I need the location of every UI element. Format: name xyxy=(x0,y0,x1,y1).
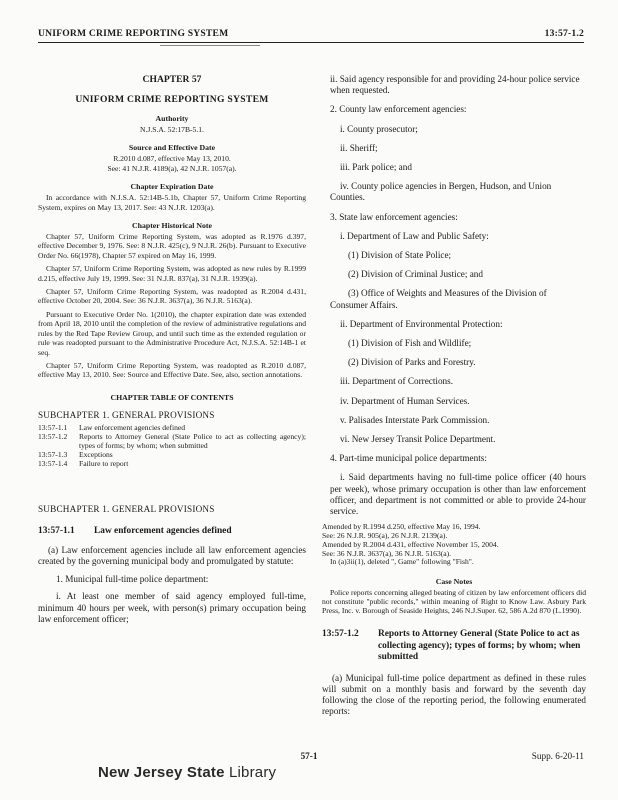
section-title: Law enforcement agencies defined xyxy=(94,525,232,536)
table-of-contents xyxy=(38,423,306,468)
item-3-i: i. Department of Law and Public Safety: xyxy=(340,230,489,241)
toc-entry-title: Reports to Attorney General (State Police to act as collecting agency); types of forms; by whom; when submitted xyxy=(79,431,306,450)
source-heading: Source and Effective Date xyxy=(128,143,216,153)
history-paragraph: Chapter 57, Uniform Crime Reporting System, was readopted as R.2010 d.087, effective May 13, 2010. See: Source and Effective Date. See, also, section annotations. xyxy=(38,360,306,380)
section-2-heading xyxy=(322,629,586,664)
history-paragraph: Chapter 57, Uniform Crime Reporting System, was adopted as new rules by R.1999 d.215, effective July 19, 1999. See: 31 N.J.R. 837(a), 31 N.J.R. 1939(a). xyxy=(38,264,306,283)
toc-entry-title: Failure to report xyxy=(79,458,129,468)
expiration-text xyxy=(38,193,306,212)
toc-entry[interactable] xyxy=(38,423,306,432)
item-3-v: v. Palisades Interstate Park Commission. xyxy=(340,414,490,425)
authority-heading: Authority xyxy=(155,114,189,123)
toc-entry-number: 13:57-1.4 xyxy=(38,458,68,468)
section-1-heading xyxy=(38,526,306,536)
section-1-body xyxy=(38,545,306,625)
supplement-date: Supp. 6-20-11 xyxy=(531,751,584,761)
item-2: 2. County law enforcement agencies: xyxy=(330,104,467,115)
toc-entry[interactable] xyxy=(38,432,306,450)
history-paragraph: Chapter 57, Uniform Crime Reporting System, was readopted as R.2004 d.431, effective October 20, 2004. See: 36 N.J.R. 3637(a), 36 N.J.R. 5163(a). xyxy=(38,287,306,306)
amendment-line: See: 26 N.J.R. 905(a), 26 N.J.R. 2139(a). xyxy=(322,531,448,541)
toc-entry[interactable] xyxy=(38,450,306,459)
header-title: UNIFORM CRIME REPORTING SYSTEM xyxy=(38,28,229,39)
history-notes xyxy=(38,232,306,380)
item-1-ii: ii. Said agency responsible for and providing 24-hour police service when requested. xyxy=(330,74,580,96)
source-line-2: See: 41 N.J.R. 4189(a), 42 N.J.R. 1057(a). xyxy=(107,163,237,173)
item-3-i-1: (1) Division of State Police; xyxy=(348,250,452,261)
amendment-line: In (a)3ii(1), deleted ", Game" following "Fish". xyxy=(330,557,474,567)
toc-subchapter: SUBCHAPTER 1. GENERAL PROVISIONS xyxy=(38,409,215,420)
item-3-i-3: (3) Office of Weights and Measures of the Division of Consumer Affairs. xyxy=(330,288,547,310)
item-3-iv: iv. Department of Human Services. xyxy=(340,395,470,406)
chapter-number: CHAPTER 57 xyxy=(142,74,202,85)
toc-entry-title: Law enforcement agencies defined xyxy=(79,422,186,432)
item-2-ii: ii. Sheriff; xyxy=(340,142,378,153)
item-3-i-2: (2) Division of Criminal Justice; and xyxy=(348,269,483,280)
source-line-1: R.2010 d.087, effective May 13, 2010. xyxy=(113,154,231,164)
library-word: Library xyxy=(228,764,277,781)
toc-entry[interactable] xyxy=(38,459,306,468)
item-3-vi: vi. New Jersey Transit Police Department. xyxy=(340,434,496,445)
item-4: 4. Part-time municipal police departments: xyxy=(330,453,487,464)
item-2-i: i. County prosecutor; xyxy=(340,123,418,134)
chapter-title: UNIFORM CRIME REPORTING SYSTEM xyxy=(75,94,269,105)
history-heading: Chapter Historical Note xyxy=(132,221,212,231)
toc-heading: CHAPTER TABLE OF CONTENTS xyxy=(110,392,234,402)
item-2-iii: iii. Park police; and xyxy=(340,162,412,173)
left-column xyxy=(38,68,306,625)
amendment-line: Amended by R.2004 d.431, effective November 15, 2004. xyxy=(322,539,499,549)
item-3-ii-1: (1) Division of Fish and Wildlife; xyxy=(348,338,472,349)
item-3-ii: ii. Department of Environmental Protection: xyxy=(340,318,503,329)
item-2-iv: iv. County police agencies in Bergen, Hudson, and Union Counties. xyxy=(330,181,552,203)
expiration-paragraph: In accordance with N.J.S.A. 52:14B-5.1b, Chapter 57, Uniform Crime Reporting System, expires on May 13, 2017. See: 43 N.J.R. 1203(a). xyxy=(38,193,306,212)
item-1: 1. Municipal full-time police department: xyxy=(56,574,209,585)
section-number: 13:57-1.2 xyxy=(322,629,359,640)
section-title: Reports to Attorney General (State Police to act as collecting agency); types of forms; by whom; when submitted xyxy=(378,629,581,663)
library-name: New Jersey State xyxy=(98,764,225,781)
item-3-ii-2: (2) Division of Parks and Forestry. xyxy=(348,357,476,368)
item-3-iii: iii. Department of Corrections. xyxy=(340,376,454,387)
toc-entry-number: 13:57-1.1 xyxy=(38,422,68,432)
page-number: 57-1 xyxy=(300,751,318,761)
toc-entry-title: Exceptions xyxy=(79,449,113,459)
history-paragraph: Chapter 57, Uniform Crime Reporting System, was adopted as R.1976 d.397, effective December 9, 1976. See: 8 N.J.R. 425(c), 9 N.J.R. 26(b). Pursuant to Executive Order No. 66(1978), Chapter 57 expired on May 16, 1999. xyxy=(38,232,306,260)
section-2-body xyxy=(322,673,586,718)
paragraph-a: (a) Municipal full-time police department as defined in these rules will submit on a monthly basis and forward by the seventh day following the close of the reporting period, the following enumerated reports: xyxy=(322,672,586,717)
section-number: 13:57-1.1 xyxy=(38,525,75,536)
header-subrule xyxy=(160,45,260,46)
authority-text: N.J.S.A. 52:17B-5.1. xyxy=(140,125,204,134)
paragraph-a: (a) Law enforcement agencies include all law enforcement agencies created by the governing municipal body and promulgated by statute: xyxy=(38,544,306,566)
header-section-number: 13:57-1.2 xyxy=(544,28,584,39)
right-column xyxy=(322,68,586,718)
expiration-heading: Chapter Expiration Date xyxy=(130,182,214,192)
toc-entry-number: 13:57-1.3 xyxy=(38,449,68,459)
item-4-i: i. Said departments having no full-time police officer (40 hours per week), whose primary occupation is other than law enforcement officer, and department is not committed or able to provide 24-hour service. xyxy=(330,472,586,517)
item-3: 3. State law enforcement agencies: xyxy=(330,211,458,222)
toc-entry-number: 13:57-1.2 xyxy=(38,431,68,441)
library-watermark xyxy=(98,764,276,781)
amendment-line: Amended by R.1994 d.250, effective May 16, 1994. xyxy=(322,522,481,532)
history-paragraph: Pursuant to Executive Order No. 1(2010), the chapter expiration date was extended from April 18, 2010 until the completion of the review of administrative regulations and rules by the Red Tape Review Group, and until such time as the extended regulation or rule was readopted pursuant to the Administrative Procedure Act, N.J.S.A. 52:14B-1 et seq. xyxy=(38,309,306,357)
item-1-i: i. At least one member of said agency employed full-time, minimum 40 hours per week, with person(s) primary occupation being law enforcement officer; xyxy=(38,591,306,624)
agency-list xyxy=(322,74,586,517)
case-notes-heading: Case Notes xyxy=(435,577,473,587)
amendment-notes xyxy=(322,523,586,567)
case-note: Police reports concerning alleged beating of citizen by law enforcement officers did not constitute "public records," within meaning of Right to Know Law. Asbury Park Press, Inc. v. Borough of Seaside Heights, 246 N.J.Super. 62, 586 A.2d 870 (L.1990). xyxy=(322,588,586,616)
subchapter-heading: SUBCHAPTER 1. GENERAL PROVISIONS xyxy=(38,503,215,514)
header-rule xyxy=(38,42,584,43)
amendment-line: See: 36 N.J.R. 3637(a), 36 N.J.R. 5163(a). xyxy=(322,548,452,558)
